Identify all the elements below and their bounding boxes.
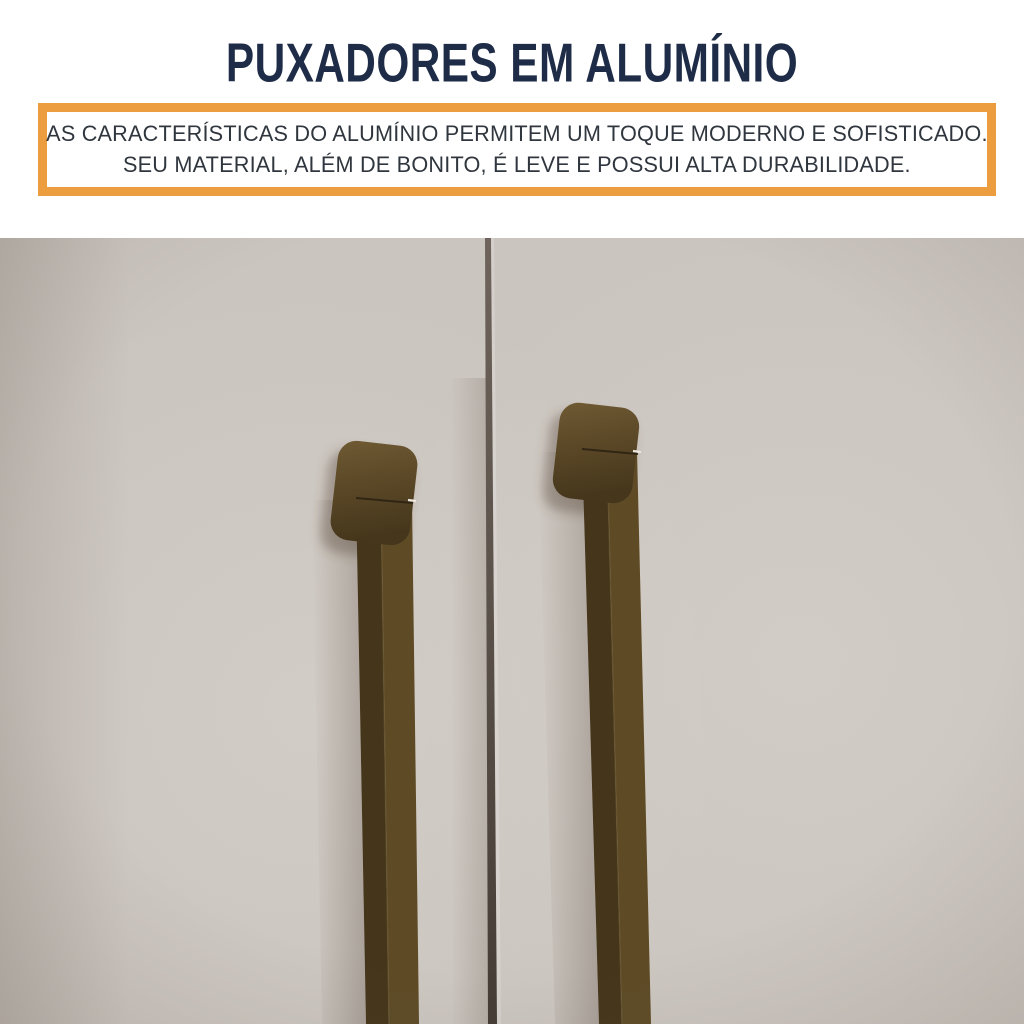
cabinet-photo xyxy=(0,238,1024,1024)
photo-vignette xyxy=(0,238,1024,1024)
description-line-2: SEU MATERIAL, ALÉM DE BONITO, É LEVE E POSSUI ALTA DURABILIDADE. xyxy=(123,151,911,177)
description-box xyxy=(38,103,996,196)
cabinet-render xyxy=(0,238,1024,1024)
page-title: PUXADORES EM ALUMÍNIO xyxy=(225,32,799,95)
description-line-1: AS CARACTERÍSTICAS DO ALUMÍNIO PERMITEM UM TOQUE MODERNO E SOFISTICADO. xyxy=(46,121,988,146)
